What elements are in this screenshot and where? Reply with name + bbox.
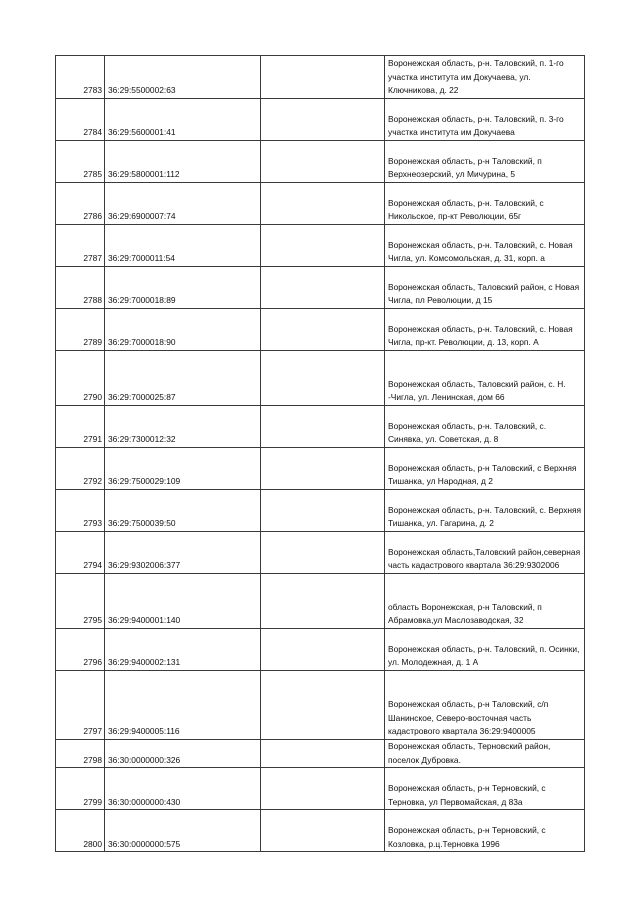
empty-cell [261, 141, 385, 183]
cadastral-number: 36:29:9400001:140 [105, 574, 261, 629]
empty-cell [261, 671, 385, 740]
row-number: 2792 [56, 448, 105, 490]
row-number: 2798 [56, 740, 105, 768]
cadastral-number: 36:29:7300012:32 [105, 406, 261, 448]
empty-cell [261, 56, 385, 99]
table-row [56, 225, 585, 267]
cadastral-number: 36:29:9400002:131 [105, 629, 261, 671]
cadastral-number: 36:30:0000000:575 [105, 810, 261, 852]
address-cell: Воронежская область, р-н Терновский, с Терновка, ул Первомайская, д 83а [385, 768, 585, 810]
table-row [56, 99, 585, 141]
empty-cell [261, 768, 385, 810]
address-cell: Воронежская область, р-н. Таловский, п. 1-го участка института им Докучаева, ул. Ключникова, д. 22 [385, 56, 585, 99]
cadastral-number: 36:29:6900007:74 [105, 183, 261, 225]
cadastral-number: 36:29:5600001:41 [105, 99, 261, 141]
row-number: 2795 [56, 574, 105, 629]
empty-cell [261, 490, 385, 532]
table-row [56, 309, 585, 351]
address-cell: область Воронежская, р-н Таловский, п Абрамовка,ул Маслозаводская, 32 [385, 574, 585, 629]
address-cell: Воронежская область, р-н Терновский, с Козловка, р.ц.Терновка 1996 [385, 810, 585, 852]
table-row [56, 141, 585, 183]
address-cell: Воронежская область, Таловский район, с Новая Чигла, пл Революции, д 15 [385, 267, 585, 309]
row-number: 2785 [56, 141, 105, 183]
table-row [56, 574, 585, 629]
empty-cell [261, 448, 385, 490]
empty-cell [261, 532, 385, 574]
cadastral-number: 36:29:7000018:90 [105, 309, 261, 351]
empty-cell [261, 267, 385, 309]
row-number: 2796 [56, 629, 105, 671]
empty-cell [261, 309, 385, 351]
cadastral-number: 36:29:9302006:377 [105, 532, 261, 574]
address-cell: Воронежская область, Терновский район, поселок Дубровка. [385, 740, 585, 768]
empty-cell [261, 810, 385, 852]
empty-cell [261, 99, 385, 141]
table-row [56, 490, 585, 532]
table-row [56, 267, 585, 309]
row-number: 2788 [56, 267, 105, 309]
registry-table [55, 55, 585, 852]
row-number: 2793 [56, 490, 105, 532]
table-row [56, 532, 585, 574]
address-cell: Воронежская область,Таловский район,северная часть кадастрового квартала 36:29:9302006 [385, 532, 585, 574]
address-cell: Воронежская область, р-н Таловский, п Верхнеозерский, ул Мичурина, 5 [385, 141, 585, 183]
row-number: 2797 [56, 671, 105, 740]
table-row [56, 56, 585, 99]
table-row [56, 351, 585, 406]
empty-cell [261, 225, 385, 267]
row-number: 2794 [56, 532, 105, 574]
table-row [56, 768, 585, 810]
row-number: 2790 [56, 351, 105, 406]
cadastral-number: 36:30:0000000:326 [105, 740, 261, 768]
address-cell: Воронежская область, р-н. Таловский, с Никольское, пр-кт Революции, 65г [385, 183, 585, 225]
cadastral-number: 36:29:5500002:63 [105, 56, 261, 99]
address-cell: Воронежская область, р-н. Таловский, п. 3-го участка института им Докучаева [385, 99, 585, 141]
row-number: 2783 [56, 56, 105, 99]
table-row [56, 740, 585, 768]
row-number: 2799 [56, 768, 105, 810]
cadastral-number: 36:29:7000025:87 [105, 351, 261, 406]
row-number: 2791 [56, 406, 105, 448]
address-cell: Воронежская область, Таловский район, с. Н. -Чигла, ул. Ленинская, дом 66 [385, 351, 585, 406]
cadastral-number: 36:29:7000011:54 [105, 225, 261, 267]
table-row [56, 810, 585, 852]
address-cell: Воронежская область, р-н Таловский, с Верхняя Тишанка, ул Народная, д 2 [385, 448, 585, 490]
cadastral-number: 36:29:5800001:112 [105, 141, 261, 183]
address-cell: Воронежская область, р-н. Таловский, с. Новая Чигла, ул. Комсомольская, д. 31, корп. а [385, 225, 585, 267]
row-number: 2789 [56, 309, 105, 351]
table-row [56, 183, 585, 225]
address-cell: Воронежская область, р-н. Таловский, п. Осинки, ул. Молодежная, д. 1 А [385, 629, 585, 671]
table-row [56, 448, 585, 490]
table-row [56, 671, 585, 740]
row-number: 2787 [56, 225, 105, 267]
address-cell: Воронежская область, р-н. Таловский, с. Синявка, ул. Советская, д. 8 [385, 406, 585, 448]
address-cell: Воронежская область, р-н. Таловский, с. Верхняя Тишанка, ул. Гагарина, д. 2 [385, 490, 585, 532]
cadastral-number: 36:30:0000000:430 [105, 768, 261, 810]
empty-cell [261, 629, 385, 671]
row-number: 2786 [56, 183, 105, 225]
cadastral-number: 36:29:7500029:109 [105, 448, 261, 490]
empty-cell [261, 574, 385, 629]
table-row [56, 629, 585, 671]
table-row [56, 406, 585, 448]
address-cell: Воронежская область, р-н. Таловский, с. Новая Чигла, пр-кт. Революции, д. 13, корп. А [385, 309, 585, 351]
cadastral-number: 36:29:9400005:116 [105, 671, 261, 740]
empty-cell [261, 351, 385, 406]
cadastral-number: 36:29:7000018:89 [105, 267, 261, 309]
cadastral-number: 36:29:7500039:50 [105, 490, 261, 532]
empty-cell [261, 740, 385, 768]
row-number: 2784 [56, 99, 105, 141]
row-number: 2800 [56, 810, 105, 852]
registry-table-body [56, 56, 585, 852]
empty-cell [261, 183, 385, 225]
address-cell: Воронежская область, р-н Таловский, с/п Шанинское, Северо-восточная часть кадастрового квартала 36:29:9400005 [385, 671, 585, 740]
empty-cell [261, 406, 385, 448]
